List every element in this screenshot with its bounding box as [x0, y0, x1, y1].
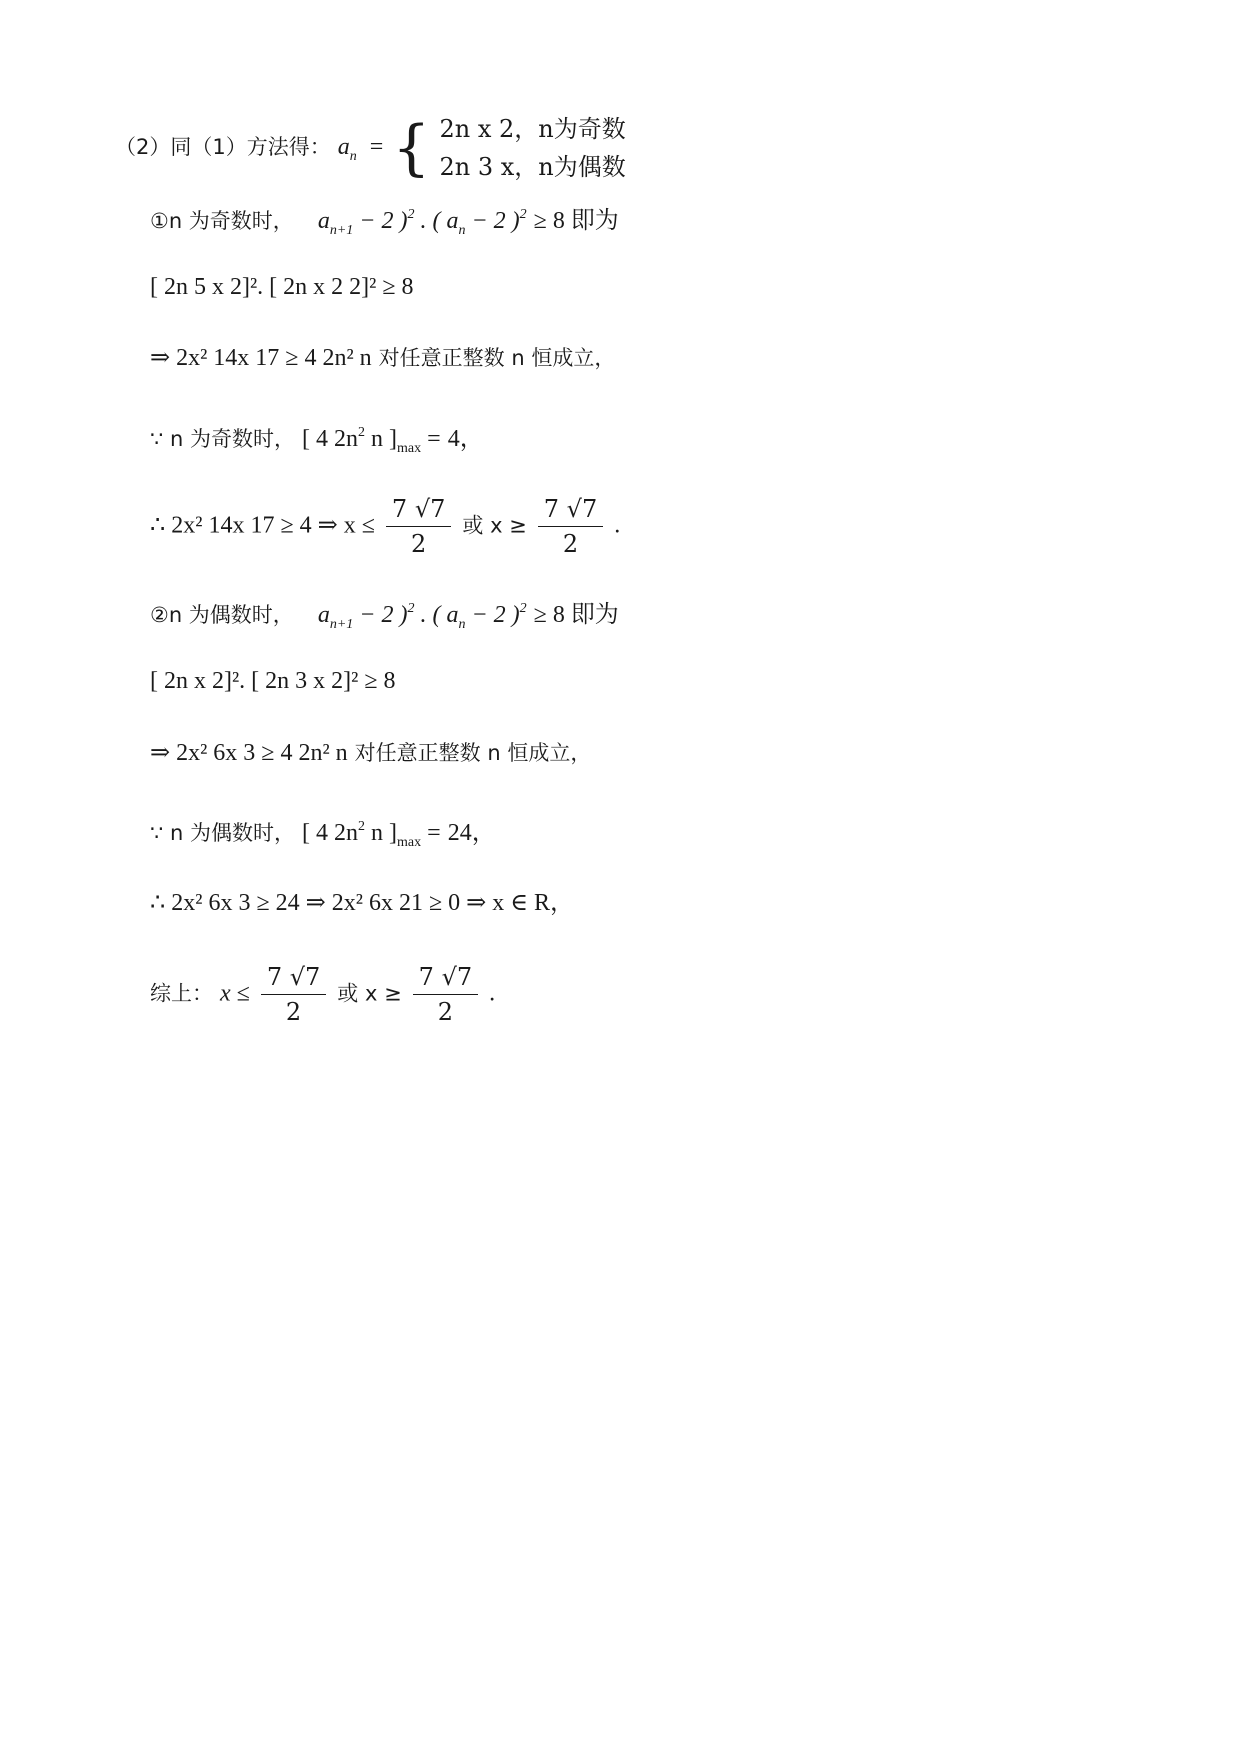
even-implication-line: [150, 738, 591, 769]
odd-fraction-2-num: 7 √7: [538, 492, 603, 527]
intro-text: （2）同（1）方法得：: [115, 135, 331, 159]
odd-inequality: [ 2n 5 x 2]². [ 2n x 2 2]² ≥ 8: [150, 274, 414, 300]
even-max-line: [150, 812, 496, 858]
summary-line: [150, 960, 495, 1029]
even-sequence-expr: $a_{n+1} - 2$ )$^2$ . ( $a_n - 2$ )$^2$: [317, 601, 527, 632]
even-result: ∴ 2x² 6x 3 ≥ 24 ⇒ 2x² 6x 21 ≥ 0 ⇒ x ∈ R，: [150, 890, 574, 916]
odd-max-expr: [ 4 $2n^2$ n ]$_{max}$ =: [302, 425, 441, 456]
odd-sequence-expr: $a_{n+1} - 2$ )$^2$ . ( $a_n - 2$ )$^2$: [317, 207, 527, 238]
summary-fraction-2-num: 7 √7: [413, 960, 478, 995]
case-even: 2n 3 x，n为偶数: [439, 153, 626, 181]
summary-fraction-2: [413, 960, 478, 1029]
summary-fraction-1: [261, 960, 326, 1029]
summary-fraction-2-den: 2: [437, 998, 454, 1026]
odd-max-line: [150, 418, 484, 464]
odd-result-head: ∴ 2x² 14x 17 ≥ 4 ⇒ x ≤: [150, 512, 375, 539]
summary-or: 或 x ≥: [337, 981, 402, 1006]
odd-implication-line: [150, 343, 615, 374]
left-brace: {: [392, 113, 431, 183]
odd-fraction-2: [538, 492, 603, 561]
odd-fraction-2-den: 2: [562, 530, 579, 558]
even-inequality: [ 2n x 2]². [ 2n 3 x 2]² ≥ 8: [150, 668, 396, 694]
even-heading: ②n 为偶数时，: [150, 603, 294, 627]
odd-result-period: .: [614, 512, 621, 539]
even-condition: ≥ 8 即为: [533, 602, 619, 628]
equals-sign: =: [363, 134, 384, 160]
a-n-symbol: $a_n$: [337, 134, 357, 164]
odd-fraction-1-den: 2: [411, 530, 427, 558]
odd-implication-tail: 对任意正整数 n 恒成立，: [378, 346, 616, 370]
odd-max-heading: ∵ n 为奇数时，: [150, 427, 296, 451]
odd-heading: ①n 为奇数时，: [150, 209, 294, 233]
odd-implication: ⇒ 2x² 14x 17 ≥ 4 2n² n: [150, 345, 372, 371]
summary-fraction-1-num: 7 √7: [261, 960, 326, 995]
even-max-expr: [ 4 $2n^2$ n ]$_{max}$ =: [302, 819, 441, 850]
summary-heading: 综上：: [150, 981, 213, 1006]
case-odd: 2n x 2，n为奇数: [439, 115, 626, 143]
odd-heading-line: [150, 200, 619, 246]
even-max-value: 24，: [447, 820, 496, 846]
odd-condition: ≥ 8 即为: [533, 208, 619, 234]
even-max-heading: ∵ n 为偶数时，: [150, 821, 296, 845]
intro-line: [115, 110, 626, 186]
odd-max-value: 4，: [447, 426, 484, 452]
piecewise-cases: [439, 110, 625, 186]
summary-fraction-1-den: 2: [285, 998, 302, 1026]
odd-fraction-1-num: 7 √7: [386, 492, 451, 527]
odd-fraction-1: [386, 492, 451, 561]
even-implication-tail: 对任意正整数 n 恒成立，: [354, 741, 592, 765]
odd-result-line: [150, 492, 620, 561]
even-heading-line: [150, 594, 619, 640]
summary-x: x ≤: [220, 980, 250, 1007]
even-implication: ⇒ 2x² 6x 3 ≥ 4 2n² n: [150, 740, 348, 766]
odd-result-or: 或 x ≥: [462, 513, 527, 538]
summary-period: .: [489, 980, 496, 1007]
